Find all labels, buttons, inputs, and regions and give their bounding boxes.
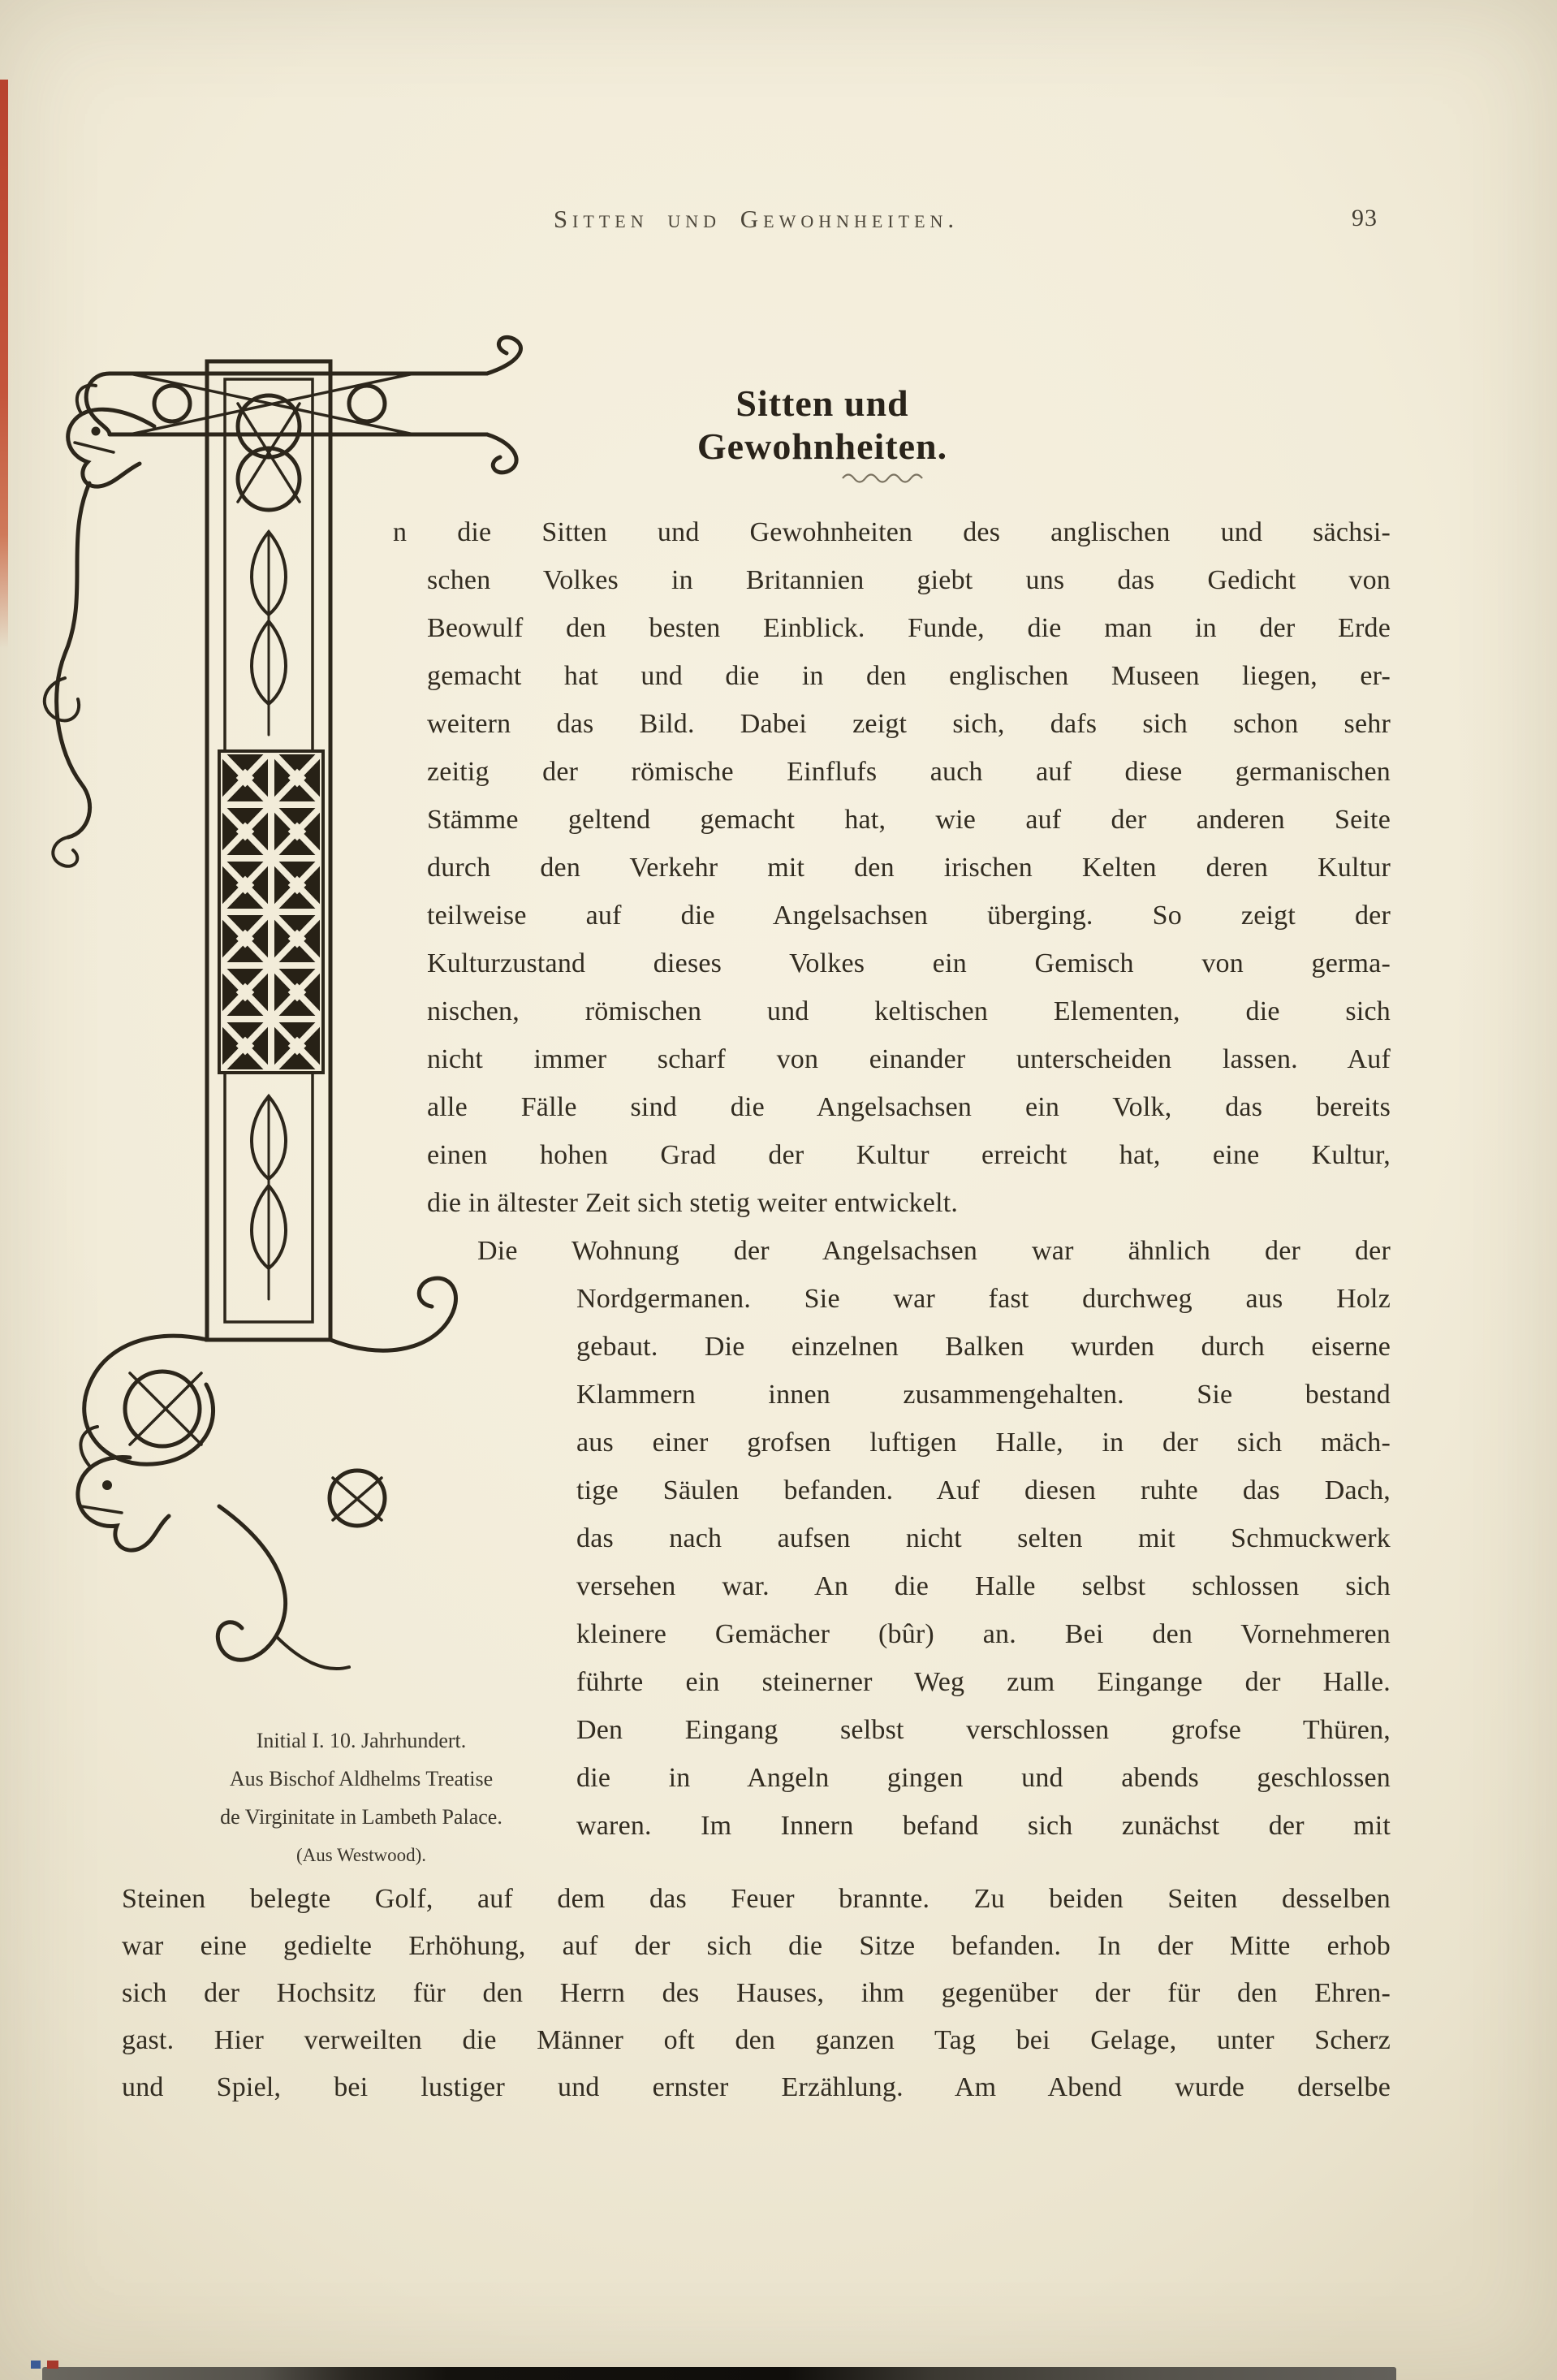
text-line: de Virginitate in Lambeth Palace. <box>220 1805 502 1829</box>
text-line: und Spiel, bei lustiger und ernster Erzählung. Am Abend wurde derselbe <box>122 2072 1391 2102</box>
text-line: Klammern innen zusammengehalten. Sie bestand <box>576 1380 1391 1410</box>
text-line: nischen, römischen und keltischen Elementen, die sich <box>427 996 1391 1026</box>
text-line: Den Eingang selbst verschlossen grofse Thüren, <box>576 1715 1391 1745</box>
text-line: schen Volkes in Britannien giebt uns das Gedicht von <box>427 565 1391 595</box>
text-line: n die Sitten und Gewohnheiten des anglischen und sächsi- <box>393 517 1391 547</box>
chapter-title: Sitten und Gewohnheiten. <box>697 382 948 467</box>
text-line: das nach aufsen nicht selten mit Schmuckwerk <box>576 1523 1391 1553</box>
text-line: Beowulf den besten Einblick. Funde, die man in der Erde <box>427 613 1391 643</box>
text-line: einen hohen Grad der Kultur erreicht hat, eine Kultur, <box>427 1140 1391 1170</box>
scan-artifact-bottom-edge <box>42 2367 1396 2380</box>
text-line: gebaut. Die einzelnen Balken wurden durch eiserne <box>576 1332 1391 1362</box>
text-line: weitern das Bild. Dabei zeigt sich, dafs sich schon sehr <box>427 709 1391 739</box>
text-line: waren. Im Innern befand sich zunächst der mit <box>576 1811 1391 1841</box>
figure-caption <box>142 1721 580 1874</box>
text-line: war eine gedielte Erhöhung, auf der sich die Sitze befanden. In der Mitte erhob <box>122 1931 1391 1961</box>
text-line: kleinere Gemächer (bûr) an. Bei den Vornehmeren <box>576 1619 1391 1649</box>
text-line: gast. Hier verweilten die Männer oft den ganzen Tag bei Gelage, unter Scherz <box>122 2025 1391 2055</box>
text-line: sich der Hochsitz für den Herrn des Hauses, ihm gegenüber der für den Ehren- <box>122 1978 1391 2008</box>
text-line: versehen war. An die Halle selbst schlossen sich <box>576 1571 1391 1601</box>
running-head-text: Sitten und Gewohnheiten. <box>553 205 960 233</box>
title-ornament-icon <box>839 469 929 486</box>
text-line: führte ein steinerner Weg zum Eingange der Halle. <box>576 1667 1391 1697</box>
text-line: Kulturzustand dieses Volkes ein Gemisch von germa- <box>427 948 1391 978</box>
text-line: Steinen belegte Golf, auf dem das Feuer brannte. Zu beiden Seiten desselben <box>122 1884 1391 1914</box>
text-line: Aus Bischof Aldhelms Treatise <box>229 1767 494 1790</box>
scan-artifact-red-chip <box>47 2361 58 2369</box>
text-line: die in Angeln gingen und abends geschlossen <box>576 1763 1391 1793</box>
text-line: teilweise auf die Angelsachsen überging. So zeigt der <box>427 901 1391 931</box>
running-head <box>122 205 1391 240</box>
paragraph-2-narrow <box>576 1275 1391 1850</box>
paragraph-1 <box>393 508 1391 1227</box>
text-line: gemacht hat und die in den englischen Museen liegen, er- <box>427 661 1391 691</box>
text-line: Initial I. 10. Jahrhundert. <box>256 1729 467 1752</box>
text-line: aus einer grofsen luftigen Halle, in der sich mäch- <box>576 1428 1391 1458</box>
text-line: Stämme geltend gemacht hat, wie auf der anderen Seite <box>427 805 1391 835</box>
text-line: die in ältester Zeit sich stetig weiter entwickelt. <box>427 1188 959 1218</box>
paragraph-2-first-line: Die Wohnung der Angelsachsen war ähnlich der der <box>477 1236 1391 1266</box>
text-line: alle Fälle sind die Angelsachsen ein Volk, das bereits <box>427 1092 1391 1122</box>
scan-artifact-blue-chip <box>31 2361 41 2369</box>
scan-artifact-red-strip <box>0 80 8 648</box>
text-line: nicht immer scharf von einander unterscheiden lassen. Auf <box>427 1044 1391 1074</box>
text-line: (Aus Westwood). <box>296 1845 426 1865</box>
text-line: Nordgermanen. Sie war fast durchweg aus Holz <box>576 1284 1391 1314</box>
text-line: zeitig der römische Einflufs auch auf diese germanischen <box>427 757 1391 787</box>
text-line: tige Säulen befanden. Auf diesen ruhte das Dach, <box>576 1475 1391 1505</box>
page-number: 93 <box>1352 205 1378 231</box>
paragraph-2-full-width <box>122 1876 1391 2111</box>
text-line: durch den Verkehr mit den irischen Kelten deren Kultur <box>427 853 1391 883</box>
